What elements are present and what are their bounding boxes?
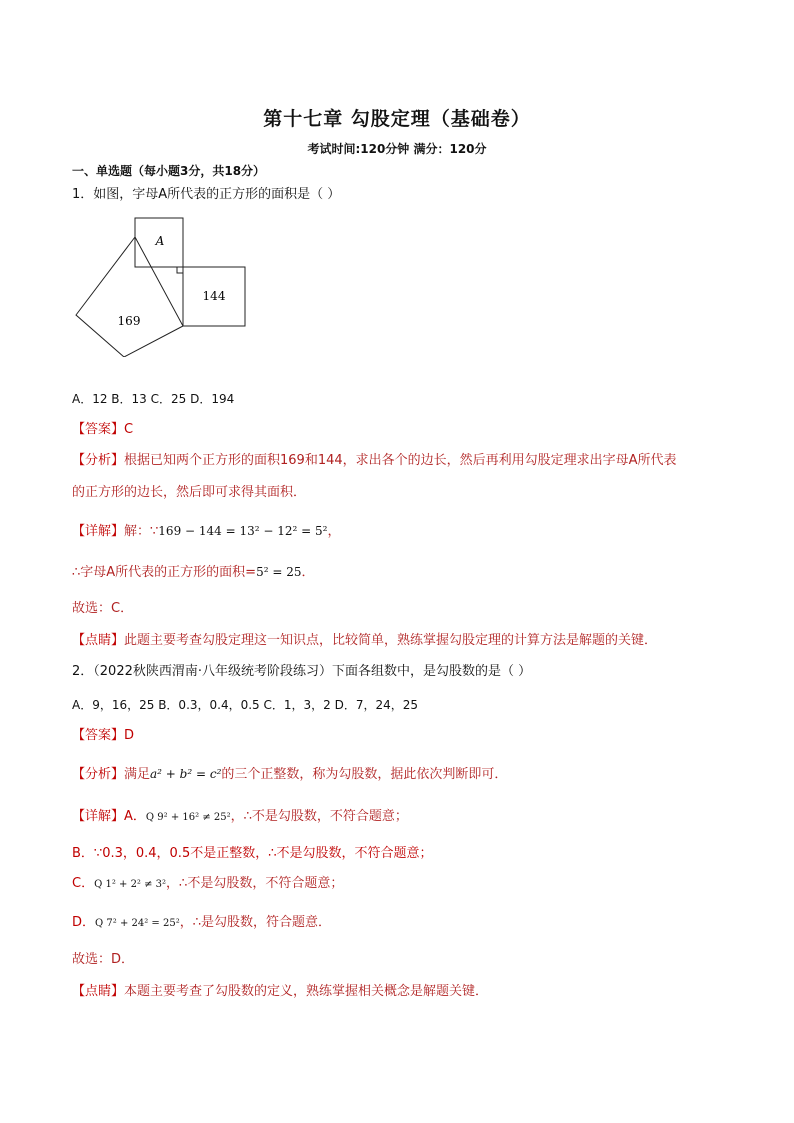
q1-figure bbox=[70, 212, 255, 357]
q1-stem: 1．如图，字母A所代表的正方形的面积是（ ） bbox=[72, 187, 341, 202]
answer-tag: 【答案】 bbox=[72, 422, 125, 437]
q2-detail-a bbox=[72, 808, 408, 827]
detail-math: Q 7² + 24² = 25² bbox=[95, 918, 180, 929]
detail-tag: 【详解】 bbox=[72, 809, 125, 824]
analysis-prefix: 满足 bbox=[124, 767, 151, 782]
detail-math: 169 − 144 = 13² − 12² = 5² bbox=[158, 524, 328, 538]
analysis-math: a² + b² = c² bbox=[150, 767, 222, 781]
comment-text: 此题主要考查勾股定理这一知识点，比较简单，熟练掌握勾股定理的计算方法是解题的关键． bbox=[124, 633, 658, 648]
q1-analysis-line2: 的正方形的边长，然后即可求得其面积． bbox=[72, 485, 307, 500]
q2-detail-c bbox=[72, 875, 343, 894]
q1-detail-line2 bbox=[72, 563, 314, 582]
detail-suffix: ， bbox=[327, 524, 341, 539]
label-144: 144 bbox=[202, 289, 226, 303]
detail-label: D． bbox=[72, 915, 96, 930]
q2-detail-b: B．∵0.3，0.4，0.5不是正整数，∴不是勾股数，不符合题意； bbox=[72, 846, 433, 861]
analysis-text: 根据已知两个正方形的面积169和144，求出各个的边长，然后再利用勾股定理求出字母A所代表 bbox=[124, 453, 677, 468]
q1-options: A．12 B．13 C．25 D．194 bbox=[72, 392, 235, 406]
analysis-tag: 【分析】 bbox=[72, 453, 125, 468]
answer-tag: 【答案】 bbox=[72, 728, 125, 743]
q2-comment bbox=[72, 983, 488, 1001]
detail-text: ，∴不是勾股数，不符合题意； bbox=[230, 809, 408, 824]
detail-text: ，∴不是勾股数，不符合题意； bbox=[166, 876, 344, 891]
analysis-suffix: 的三个正整数，称为勾股数，据此依次判断即可． bbox=[221, 767, 508, 782]
comment-tag: 【点睛】 bbox=[72, 984, 125, 999]
detail-tag: 【详解】 bbox=[72, 524, 125, 539]
q1-answer bbox=[72, 421, 133, 439]
detail-text: ，∴是勾股数，符合题意． bbox=[179, 915, 331, 930]
detail-prefix: 解：∵ bbox=[124, 524, 159, 539]
right-angle-mark bbox=[177, 267, 183, 273]
label-169: 169 bbox=[117, 314, 141, 328]
page-title: 第十七章 勾股定理（基础卷） bbox=[263, 108, 531, 130]
analysis-tag: 【分析】 bbox=[72, 767, 125, 782]
detail-suffix: ． bbox=[301, 565, 315, 580]
detail-math: Q 9² + 16² ≠ 25² bbox=[145, 812, 231, 823]
detail-label: C． bbox=[72, 876, 95, 891]
q2-analysis bbox=[72, 765, 507, 784]
detail-prefix: ∴字母A所代表的正方形的面积= bbox=[72, 565, 257, 580]
answer-value: C bbox=[124, 422, 134, 437]
q1-comment bbox=[72, 632, 657, 650]
q2-detail-d bbox=[72, 914, 331, 933]
answer-value: D bbox=[124, 728, 135, 743]
label-a: A bbox=[155, 234, 165, 248]
comment-tag: 【点睛】 bbox=[72, 633, 125, 648]
q2-answer bbox=[72, 727, 134, 745]
q1-analysis-line1 bbox=[72, 452, 677, 470]
exam-info: 考试时间:120分钟 满分：120分 bbox=[307, 142, 487, 156]
section-heading: 一、单选题（每小题3分，共18分） bbox=[72, 164, 266, 178]
q2-choose: 故选：D． bbox=[72, 952, 135, 967]
comment-text: 本题主要考查了勾股数的定义，熟练掌握相关概念是解题关键． bbox=[124, 984, 489, 999]
detail-math: 5² = 25 bbox=[256, 565, 302, 579]
q2-options: A．9，16，25 B．0.3，0.4，0.5 C．1，3，2 D．7，24，25 bbox=[72, 698, 419, 712]
detail-label: A． bbox=[124, 809, 146, 824]
square-169 bbox=[76, 237, 183, 357]
q2-stem: 2．（2022秋陕西渭南·八年级统考阶段练习）下面各组数中，是勾股数的是（ ） bbox=[72, 664, 532, 679]
detail-math: Q 1² + 2² ≠ 3² bbox=[94, 879, 167, 890]
q1-choose: 故选：C． bbox=[72, 601, 134, 616]
q1-detail-line1 bbox=[72, 522, 340, 541]
